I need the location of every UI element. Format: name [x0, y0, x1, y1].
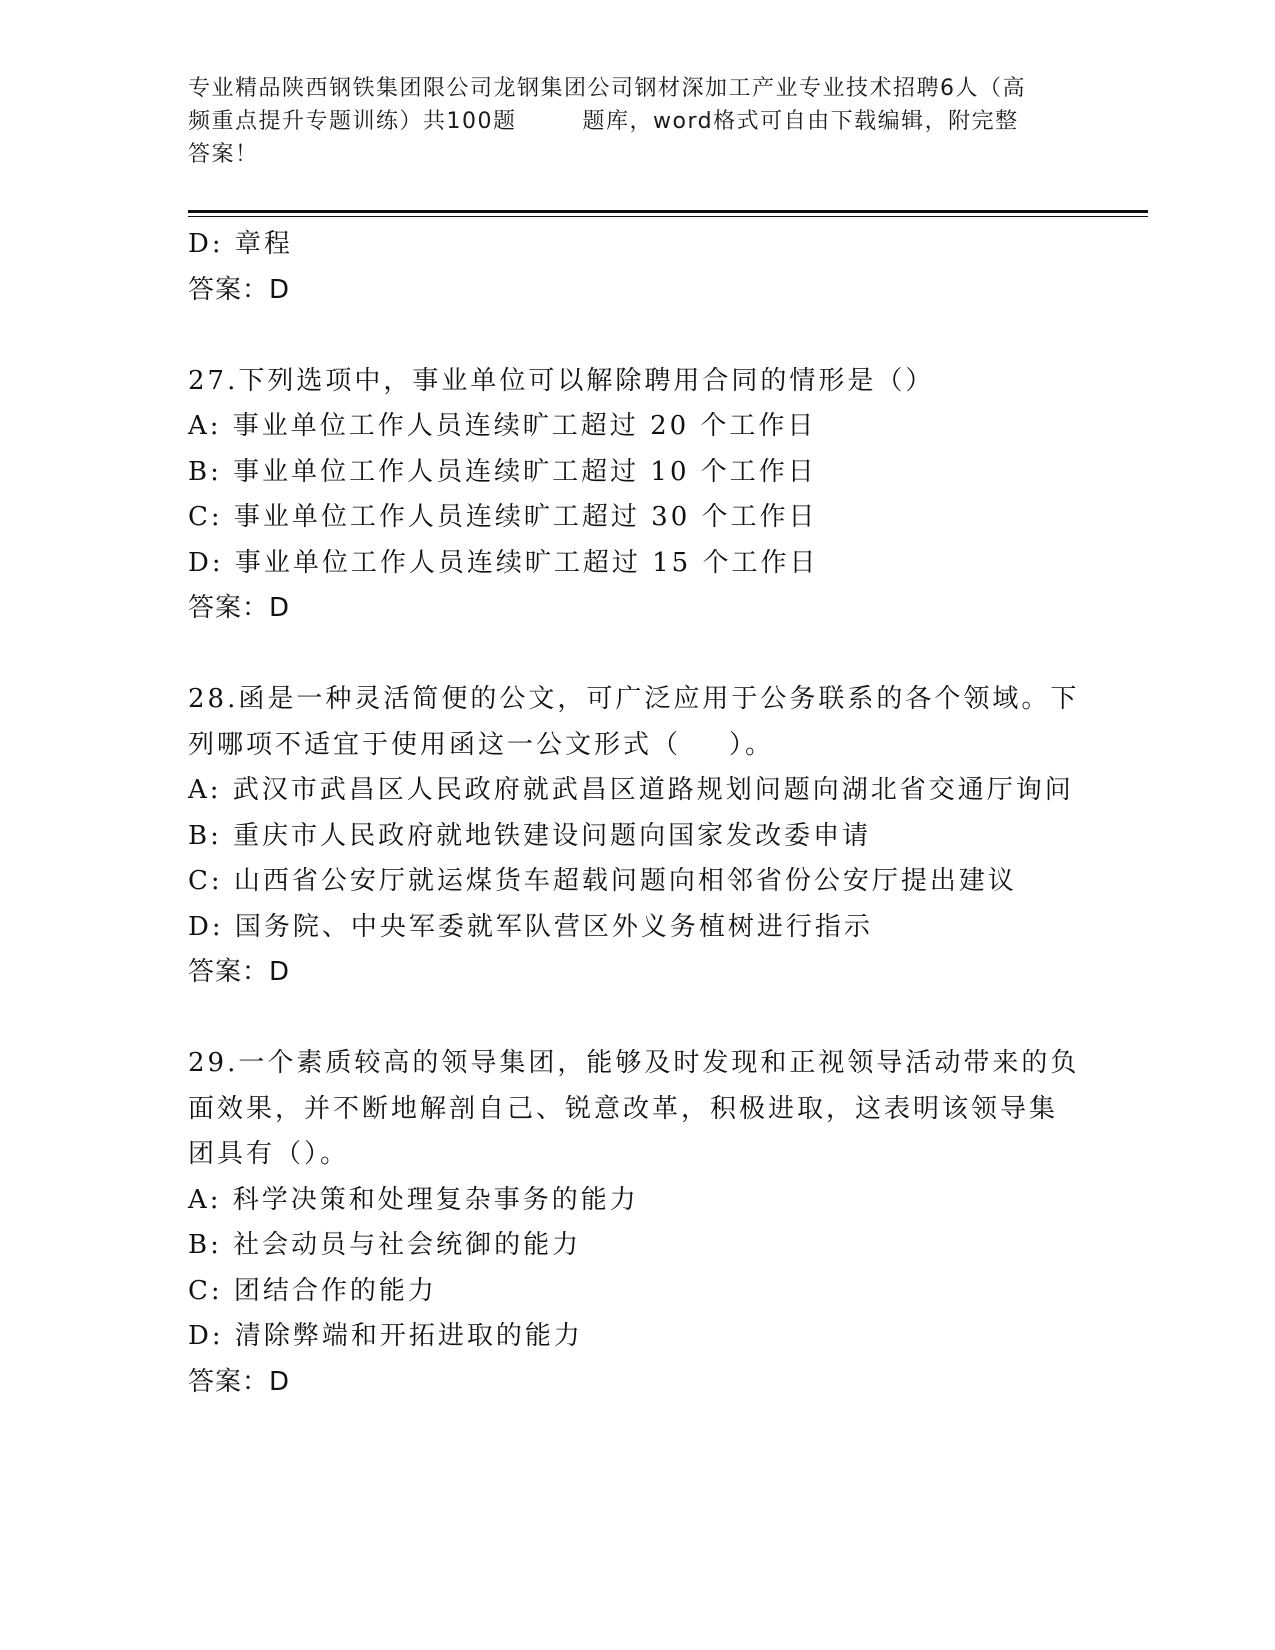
question-list	[188, 222, 1088, 1405]
previous-question-tail	[188, 222, 1088, 313]
option-d: D: 章程	[188, 229, 293, 259]
answer-line: 答案：D	[188, 593, 291, 623]
option-b: B: 重庆市人民政府就地铁建设问题向国家发改委申请	[188, 820, 872, 851]
option-c: C: 山西省公安厅就运煤货车超载问题向相邻省份公安厅提出建议	[188, 866, 1017, 896]
option-a: A: 科学决策和处理复杂事务的能力	[188, 1184, 639, 1215]
option-c: C: 事业单位工作人员连续旷工超过 30 个工作日	[188, 502, 818, 532]
option-a: A: 武汉市武昌区人民政府就武昌区道路规划问题向湖北省交通厅询问	[188, 775, 1074, 805]
option-b: B: 事业单位工作人员连续旷工超过 10 个工作日	[188, 456, 817, 487]
option-a: A: 事业单位工作人员连续旷工超过 20 个工作日	[188, 411, 817, 441]
answer-line: 答案：D	[188, 957, 291, 987]
option-d: D: 清除弊端和开拓进取的能力	[188, 1321, 583, 1351]
header-line-3: 答案！	[188, 142, 259, 167]
option-b: B: 社会动员与社会统御的能力	[188, 1230, 582, 1260]
answer-line: 答案：D	[188, 274, 291, 305]
header-rule-thick	[188, 210, 1148, 213]
answer-line: 答案：D	[188, 1366, 291, 1397]
question-stem-continued: 团具有（）。	[188, 1139, 350, 1169]
question-stem: 28.函是一种灵活简便的公文，可广泛应用于公务联系的各个领域。下	[188, 684, 1080, 714]
question-stem-part: ）。	[729, 729, 775, 760]
question-stem-part: 列哪项不适宜于使用函这一公文形式（	[188, 729, 682, 760]
question-stem: 27.下列选项中，事业单位可以解除聘用合同的情形是（）	[188, 365, 935, 396]
header-line-2	[188, 105, 1088, 138]
question-stem-continued	[188, 723, 1088, 769]
option-d: D: 国务院、中央军委就军队营区外义务植树进行指示	[188, 911, 873, 942]
question-stem-continued: 面效果，并不断地解剖自己、锐意改革，积极进取，这表明该领导集	[188, 1093, 1059, 1124]
header-line-2-part-a: 频重点提升专题训练）共100题	[188, 109, 517, 134]
header-line-1: 专业精品陕西钢铁集团限公司龙钢集团公司钢材深加工产业专业技术招聘6人（高	[188, 76, 1026, 101]
question-28	[188, 677, 1088, 996]
header-rule-thin	[188, 216, 1148, 217]
question-29	[188, 1041, 1088, 1405]
document-header	[188, 72, 1088, 171]
option-d: D: 事业单位工作人员连续旷工超过 15 个工作日	[188, 547, 819, 578]
header-line-2-part-b: 题库，word格式可自由下载编辑，附完整	[582, 109, 1019, 134]
question-stem: 29.一个素质较高的领导集团，能够及时发现和正视领导活动带来的负	[188, 1048, 1080, 1078]
question-27	[188, 359, 1088, 632]
option-c: C: 团结合作的能力	[188, 1275, 437, 1306]
